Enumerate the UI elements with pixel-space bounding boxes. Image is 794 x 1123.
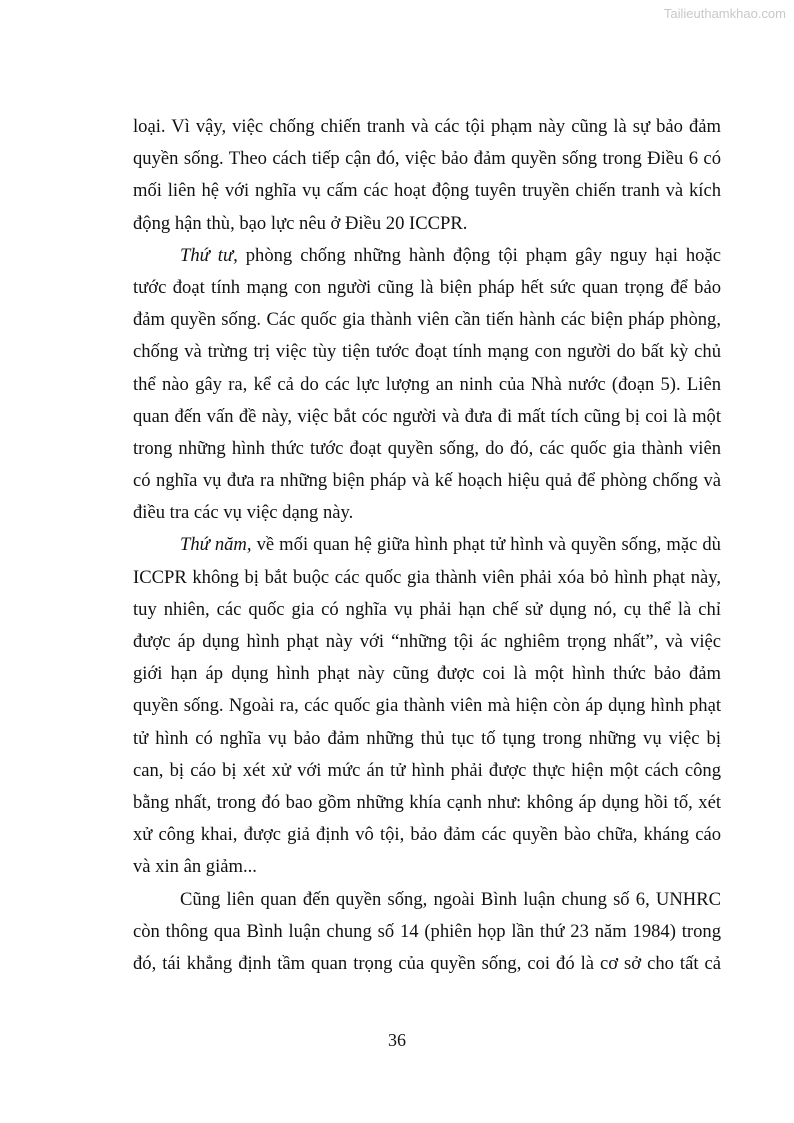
text-line: được áp dụng hình phạt này với “những tội ác nghiêm trọng nhất”, và việc [133, 631, 721, 652]
text-line: trong những hình thức tước đoạt quyền sống, do đó, các quốc gia thành viên [133, 437, 721, 459]
text-line: thể nào gây ra, kể cả do các lực lượng an ninh của Nhà nước (đoạn 5). Liên [133, 373, 721, 395]
text-line: tước đoạt tính mạng con người cũng là biện pháp hết sức quan trọng để bảo [133, 276, 721, 298]
text-line: ICCPR không bị bắt buộc các quốc gia thành viên phải xóa bỏ hình phạt này, [133, 566, 721, 588]
text-line: còn thông qua Bình luận chung số 14 (phiên họp lần thứ 23 năm 1984) trong [133, 920, 721, 942]
text-line: đó, tái khẳng định tầm quan trọng của quyền sống, coi đó là cơ sở cho tất cả [133, 952, 721, 974]
text-line: và xin ân giảm... [133, 856, 257, 878]
watermark: Tailieuthamkhao.com [663, 6, 786, 21]
text-line: tuy nhiên, các quốc gia có nghĩa vụ phải hạn chế sử dụng nó, cụ thể là chỉ [133, 598, 721, 620]
text-line [133, 242, 721, 274]
text-line: điều tra các vụ việc dạng này. [133, 502, 354, 524]
text-line: đảm quyền sống. Các quốc gia thành viên cần tiến hành các biện pháp phòng, [133, 309, 721, 331]
page-number: 36 [388, 1030, 406, 1050]
text-line: bằng nhất, trong đó bao gồm những khía cạnh như: không áp dụng hồi tố, xét [133, 791, 721, 813]
text-line [133, 531, 721, 563]
text-line: quyền sống. Ngoài ra, các quốc gia thành viên mà hiện còn áp dụng hình phạt [133, 695, 721, 717]
text-line: xử công khai, được giả định vô tội, bảo đảm các quyền bào chữa, kháng cáo [133, 824, 721, 846]
text-line: giới hạn áp dụng hình phạt này cũng được coi là một hình thức bảo đảm [133, 663, 721, 685]
italic-lead: Thứ năm, [180, 534, 252, 556]
text-line: mối liên hệ với nghĩa vụ cấm các hoạt động tuyên truyền chiến tranh và kích [133, 180, 721, 202]
text-line: quyền sống. Theo cách tiếp cận đó, việc bảo đảm quyền sống trong Điều 6 có [133, 148, 721, 170]
text-line: Cũng liên quan đến quyền sống, ngoài Bình luận chung số 6, UNHRC [180, 888, 721, 910]
line-text: về mối quan hệ giữa hình phạt tử hình và quyền sống, mặc dù [251, 534, 721, 556]
text-line: tử hình có nghĩa vụ bảo đảm những thủ tục tố tụng trong những vụ việc bị [133, 727, 721, 749]
text-line: quan đến vấn đề này, việc bắt cóc người và đưa đi mất tích cũng bị coi là một [133, 405, 721, 427]
document-body [133, 113, 721, 982]
italic-lead: Thứ tư, [180, 244, 238, 266]
text-line: có nghĩa vụ đưa ra những biện pháp và kế hoạch hiệu quả để phòng chống và [133, 470, 721, 492]
text-line: động hận thù, bạo lực nêu ở Điều 20 ICCPR. [133, 212, 468, 234]
text-line: chống và trừng trị việc tùy tiện tước đoạt tính mạng con người do bất kỳ chủ [133, 341, 721, 363]
text-line: can, bị cáo bị xét xử với mức án tử hình phải được thực hiện một cách công [133, 759, 721, 781]
text-line: loại. Vì vậy, việc chống chiến tranh và các tội phạm này cũng là sự bảo đảm [133, 116, 721, 137]
line-text: phòng chống những hành động tội phạm gây nguy hại hoặc [237, 244, 721, 266]
